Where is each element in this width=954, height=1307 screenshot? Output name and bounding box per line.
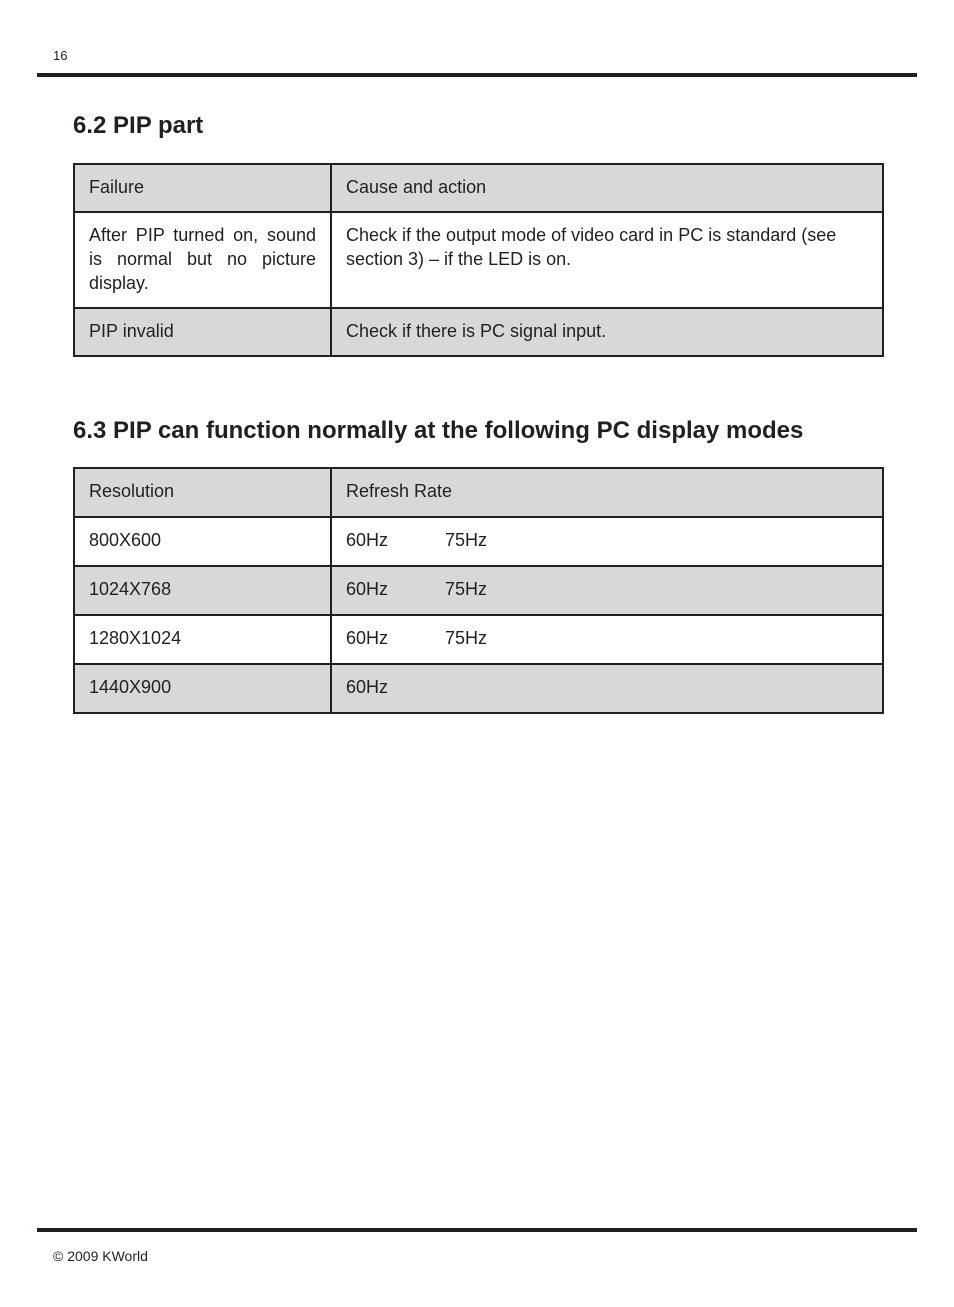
page-number: 16 bbox=[53, 48, 68, 63]
resolution-cell: 800X600 bbox=[74, 517, 331, 566]
resolution-cell: 1440X900 bbox=[74, 664, 331, 713]
table-row bbox=[74, 212, 883, 308]
column-header-cause: Cause and action bbox=[331, 164, 883, 212]
section-title-pip-part: 6.2 PIP part bbox=[73, 112, 204, 139]
failure-table bbox=[73, 163, 884, 357]
cause-cell: Check if the output mode of video card in PC is standard (see section 3) – if the LED is on. bbox=[331, 212, 883, 308]
table-header-row bbox=[74, 468, 883, 517]
refresh-rate-cell bbox=[331, 664, 883, 713]
column-header-refresh-rate: Refresh Rate bbox=[331, 468, 883, 517]
table-row bbox=[74, 517, 883, 566]
refresh-rate-cell bbox=[331, 566, 883, 615]
refresh-rate-value: 75Hz bbox=[445, 628, 488, 648]
failure-cell: PIP invalid bbox=[74, 308, 331, 356]
refresh-rate-value: 60Hz bbox=[346, 677, 389, 697]
cause-cell: Check if there is PC signal input. bbox=[331, 308, 883, 356]
refresh-rate-value: 75Hz bbox=[445, 530, 488, 550]
failure-cell: After PIP turned on, sound is normal but no picture display. bbox=[74, 212, 331, 308]
resolution-cell: 1024X768 bbox=[74, 566, 331, 615]
refresh-rate-value: 60Hz bbox=[346, 628, 389, 648]
table-row bbox=[74, 615, 883, 664]
table-row bbox=[74, 308, 883, 356]
refresh-rate-value: 60Hz bbox=[346, 579, 389, 599]
refresh-rate-cell bbox=[331, 615, 883, 664]
section-title-display-modes: 6.3 PIP can function normally at the following PC display modes bbox=[73, 417, 804, 444]
display-modes-table bbox=[73, 467, 884, 714]
resolution-cell: 1280X1024 bbox=[74, 615, 331, 664]
table-header-row bbox=[74, 164, 883, 212]
table-row bbox=[74, 566, 883, 615]
header-rule bbox=[37, 73, 917, 77]
refresh-rate-value: 75Hz bbox=[445, 579, 488, 599]
table-row bbox=[74, 664, 883, 713]
footer-rule bbox=[37, 1228, 917, 1232]
refresh-rate-cell bbox=[331, 517, 883, 566]
column-header-resolution: Resolution bbox=[74, 468, 331, 517]
copyright-notice: © 2009 KWorld bbox=[53, 1248, 148, 1264]
refresh-rate-value: 60Hz bbox=[346, 530, 389, 550]
column-header-failure: Failure bbox=[74, 164, 331, 212]
